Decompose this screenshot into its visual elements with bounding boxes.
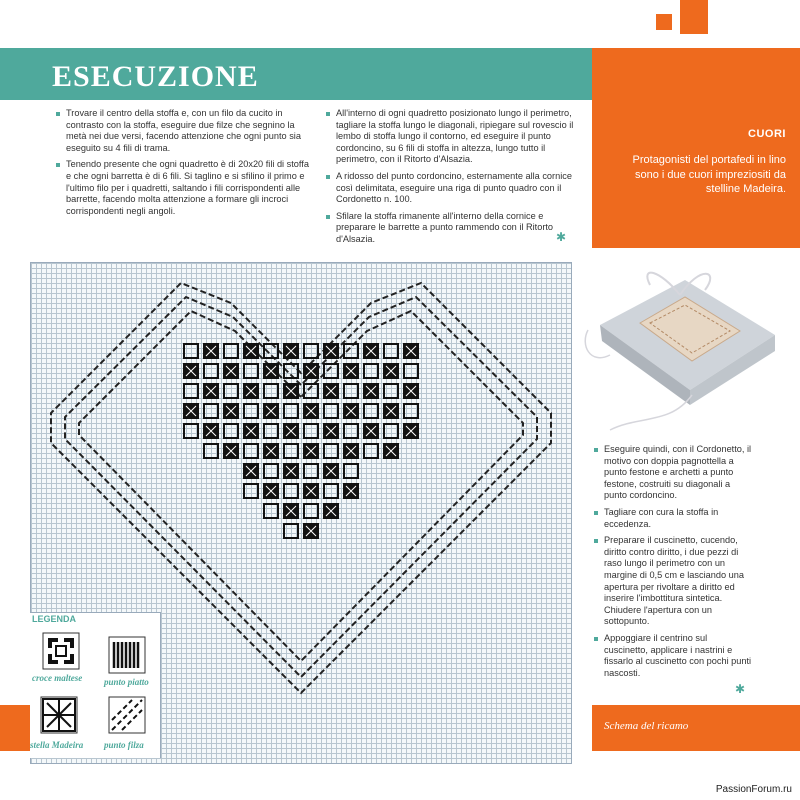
legend-title: LEGENDA: [32, 614, 77, 624]
decor-square: [680, 0, 708, 34]
legend-label: punto piatto: [104, 677, 149, 687]
croce-maltese-icon: [42, 632, 80, 670]
cuori-panel: [592, 48, 800, 248]
cuori-text: Protagonisti del portafedi in lino sono i due cuori impreziositi da stelline Madeira.: [632, 154, 786, 195]
cushion-photo: [580, 255, 790, 435]
bottom-band-left: [0, 705, 30, 751]
page-title: ESECUZIONE: [52, 60, 259, 93]
instructions-middle: [324, 108, 574, 251]
punto-filza-icon: [108, 696, 146, 734]
instruction-item: Sfilare la stoffa rimanente all'interno della cornice e preparare le barrette a punto rammendo con il Ritorto d'Alsazia.: [324, 211, 574, 246]
instruction-item: Eseguire quindi, con il Cordonetto, il motivo con doppia pagnottella a punto festone e archetti a punto festone, costruiti su diagonali a punto cordoncino.: [592, 444, 752, 502]
legend-label: croce maltese: [32, 673, 83, 683]
stella-madeira-icon: [40, 696, 78, 734]
instruction-item: Preparare il cuscinetto, cucendo, diritto contro diritto, i due pezzi di raso lungo il perimetro con un margine di 0,5 cm e lasciando una apertura per rivoltare a diritto ed inserire l'imbottitura sintetica. Chiudere l'apertura con un sottopunto.: [592, 535, 752, 628]
star-ornament-icon: ✱: [556, 230, 567, 244]
cuori-title: CUORI: [748, 128, 786, 140]
schema-label: Schema del ricamo: [604, 720, 689, 732]
instruction-item: Tagliare con cura la stoffa in eccedenza.: [592, 507, 752, 530]
instruction-item: A ridosso del punto cordoncino, esternamente alla cornice così delimitata, eseguire una riga di punto quadro con il Cordonetto n. 100.: [324, 171, 574, 206]
instructions-left: [54, 108, 309, 222]
instruction-item: All'interno di ogni quadretto posizionato lungo il perimetro, tagliare la stoffa lungo le diagonali, ripiegare sul rovescio il lembo di stoffa lungo il contorno, ed eseguire il punto cordoncino, su 6 fili di stoffa in altezza, lungo tutto il perimetro, con il Ritorto d'Alsazia.: [324, 108, 574, 166]
instructions-right: [592, 444, 752, 684]
punto-piatto-icon: [108, 636, 146, 674]
instruction-item: Tenendo presente che ogni quadretto è di 20x20 fili di stoffa e che ogni barretta è di 6 fili. Si taglino e si sfilino il primo e l'ultimo filo per i quadretti, saltando i fili corrispondenti alle barrette, facendo molta attenzione a formare gli incroci corrispondenti negli angoli.: [54, 159, 309, 217]
watermark: PassionForum.ru: [715, 784, 792, 795]
star-ornament-icon: ✱: [735, 682, 746, 696]
instruction-item: Trovare il centro della stoffa e, con un filo da cucito in contrasto con la stoffa, eseguire due filze che segnino la metà nei due versi, facendo attenzione che ogni punto sia eseguito su 4 fili di trama.: [54, 108, 309, 154]
instruction-item: Appoggiare il centrino sul cuscinetto, applicare i nastrini e fissarlo al cuscinetto con pochi punti nascosti.: [592, 633, 752, 679]
legend-label: punto filza: [104, 740, 144, 750]
decor-square: [656, 14, 672, 30]
legend-label: stella Madeira: [30, 740, 84, 750]
